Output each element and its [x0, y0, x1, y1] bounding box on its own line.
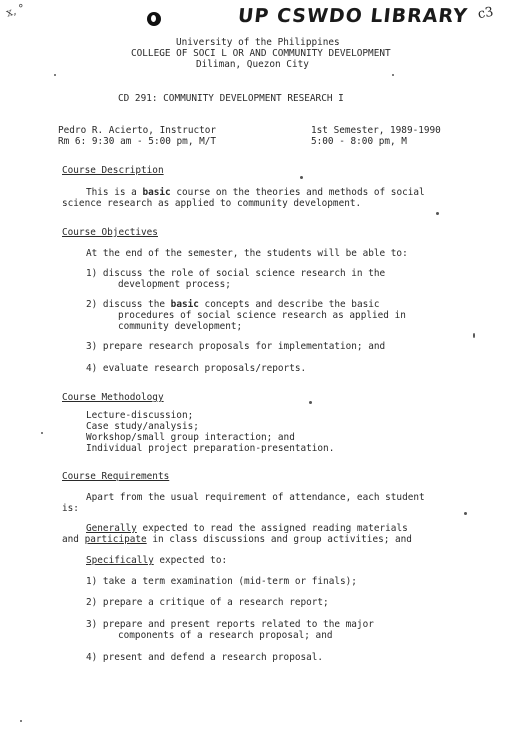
objective-bold: basic	[170, 299, 199, 310]
library-stamp: UP CSWDO LIBRARY	[236, 5, 469, 27]
semester: 1st Semester, 1989-1990	[311, 125, 441, 136]
objective-text: 2) discuss the	[86, 299, 171, 310]
requirements-text: expected to:	[153, 555, 228, 566]
objective-4: 4) evaluate research proposals/reports.	[86, 363, 307, 374]
description-text: course on the theories and methods of social	[170, 187, 425, 198]
requirements-text: in class discussions and group activities; and	[146, 534, 412, 545]
course-title: CD 291: COMMUNITY DEVELOPMENT RESEARCH I	[118, 93, 344, 104]
description-bold: basic	[142, 187, 171, 198]
scan-speck	[309, 401, 312, 404]
requirement-4: 4) present and defend a research proposal.	[86, 652, 324, 663]
scan-speck	[473, 333, 475, 338]
requirements-emphasis: Specifically	[86, 555, 154, 566]
university-name: University of the Philippines	[176, 37, 340, 48]
stamp-dot-icon	[147, 12, 161, 26]
requirements-specific	[86, 555, 227, 567]
class-time: 5:00 - 8:00 pm, M	[311, 136, 407, 147]
scan-speck	[392, 74, 394, 76]
requirements-intro-2: is:	[62, 503, 79, 514]
scan-speck	[20, 720, 22, 722]
scan-speck	[41, 432, 43, 434]
objective-3: 3) prepare research proposals for implementation; and	[86, 341, 386, 352]
requirements-intro-1: Apart from the usual requirement of attendance, each student	[86, 492, 425, 503]
corner-marks: x, °	[4, 1, 27, 20]
requirements-emphasis: participate	[84, 534, 147, 545]
methodology-heading: Course Methodology	[62, 392, 164, 403]
handwritten-mark: c3	[476, 4, 495, 23]
college-name: COLLEGE OF SOCI L OR AND COMMUNITY DEVELOPMENT	[131, 48, 391, 59]
requirements-text: and	[62, 534, 85, 545]
description-line-2: science research as applied to community development.	[62, 198, 362, 209]
objective-1-line-2: development process;	[118, 279, 231, 290]
campus-location: Diliman, Quezon City	[196, 59, 309, 70]
objectives-heading: Course Objectives	[62, 227, 158, 238]
methodology-item: Workshop/small group interaction; and	[86, 432, 295, 443]
scan-speck	[54, 74, 56, 76]
requirements-general-2	[62, 534, 412, 546]
objective-1-line-1: 1) discuss the role of social science research in the	[86, 268, 386, 279]
objective-2-line-3: community development;	[118, 321, 243, 332]
scan-speck	[436, 212, 439, 215]
methodology-item: Individual project preparation-presentation.	[86, 443, 335, 454]
scan-speck	[300, 176, 303, 179]
requirements-text: expected to read the assigned reading materials	[136, 523, 408, 534]
requirements-emphasis: Generally	[86, 523, 137, 534]
objective-2-line-2: procedures of social science research as applied in	[118, 310, 406, 321]
methodology-item: Lecture-discussion;	[86, 410, 194, 421]
requirement-3-line-2: components of a research proposal; and	[118, 630, 333, 641]
methodology-item: Case study/analysis;	[86, 421, 199, 432]
requirements-heading: Course Requirements	[62, 471, 170, 482]
requirement-3-line-1: 3) prepare and present reports related to the major	[86, 619, 374, 630]
description-text: This is a	[86, 187, 143, 198]
description-heading: Course Description	[62, 165, 164, 176]
objectives-intro: At the end of the semester, the students will be able to:	[86, 248, 408, 259]
instructor-name: Pedro R. Acierto, Instructor	[58, 125, 217, 136]
instructor-room: Rm 6: 9:30 am - 5:00 pm, M/T	[58, 136, 217, 147]
requirement-1: 1) take a term examination (mid-term or finals);	[86, 576, 357, 587]
scan-speck	[464, 512, 467, 515]
objective-text: concepts and describe the basic	[198, 299, 380, 310]
requirement-2: 2) prepare a critique of a research report;	[86, 597, 329, 608]
